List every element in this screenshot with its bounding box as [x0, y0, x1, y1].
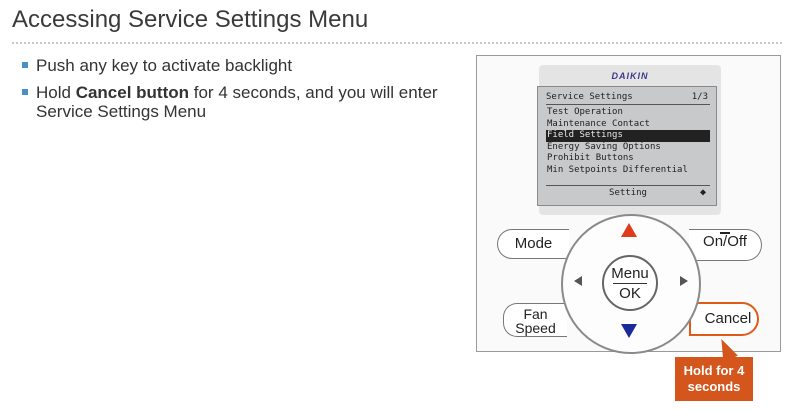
lcd-menu-item: Maintenance Contact: [547, 118, 650, 129]
lcd-menu-item: Field Settings: [546, 130, 710, 142]
lcd-footer-label: Setting: [609, 188, 647, 198]
menu-label: Menu: [611, 265, 649, 282]
lcd-menu-item: Test Operation: [547, 107, 623, 117]
bullet-list: [22, 56, 442, 129]
bullet-cancel: [22, 83, 442, 121]
lcd-header: [546, 92, 710, 105]
menu-ok-button[interactable]: [602, 255, 658, 311]
slide-title: Accessing Service Settings Menu: [12, 6, 369, 33]
down-arrow-button-icon[interactable]: [621, 324, 637, 338]
title-divider: [12, 42, 782, 44]
on-off-label: On/Off: [703, 233, 747, 250]
bullet-text-pre: Hold: [36, 83, 76, 102]
lcd-footer: [546, 185, 710, 200]
up-arrow-button-icon[interactable]: [621, 223, 637, 237]
bullet-bold-cancel: Cancel button: [75, 83, 190, 102]
fan-label: Fan: [523, 306, 548, 322]
right-arrow-button-icon[interactable]: [680, 276, 688, 286]
lcd-title: Service Settings: [546, 92, 633, 102]
cancel-button[interactable]: Cancel: [689, 302, 759, 336]
on-off-button[interactable]: [689, 229, 762, 261]
lcd-menu-item: Prohibit Buttons: [547, 153, 634, 163]
bullet-text-post: for 4 seconds, and you will enter Service Settings Menu: [36, 83, 438, 121]
speed-label: Speed: [515, 320, 556, 336]
left-arrow-button-icon[interactable]: [574, 276, 582, 286]
lcd-menu-list: [546, 107, 710, 176]
callout-line1: Hold for 4: [683, 363, 745, 378]
callout-line2: seconds: [687, 379, 741, 394]
bullet-backlight: Push any key to activate backlight: [22, 56, 442, 75]
lcd-page-indicator: 1/3: [691, 92, 708, 102]
hold-callout: [675, 357, 753, 401]
fan-speed-button[interactable]: [503, 303, 567, 337]
menu-ok-divider: [613, 283, 647, 284]
mode-button[interactable]: Mode: [497, 229, 569, 259]
remote-controller: [476, 55, 781, 352]
lcd-menu-item: Energy Saving Options: [547, 141, 661, 152]
lcd-screen: [537, 86, 717, 206]
ok-label: OK: [619, 285, 641, 302]
lcd-menu-item: Min Setpoints Differential: [547, 164, 688, 175]
up-down-arrows-icon: ◆: [699, 187, 706, 198]
brand-logo: DAIKIN: [611, 71, 649, 81]
